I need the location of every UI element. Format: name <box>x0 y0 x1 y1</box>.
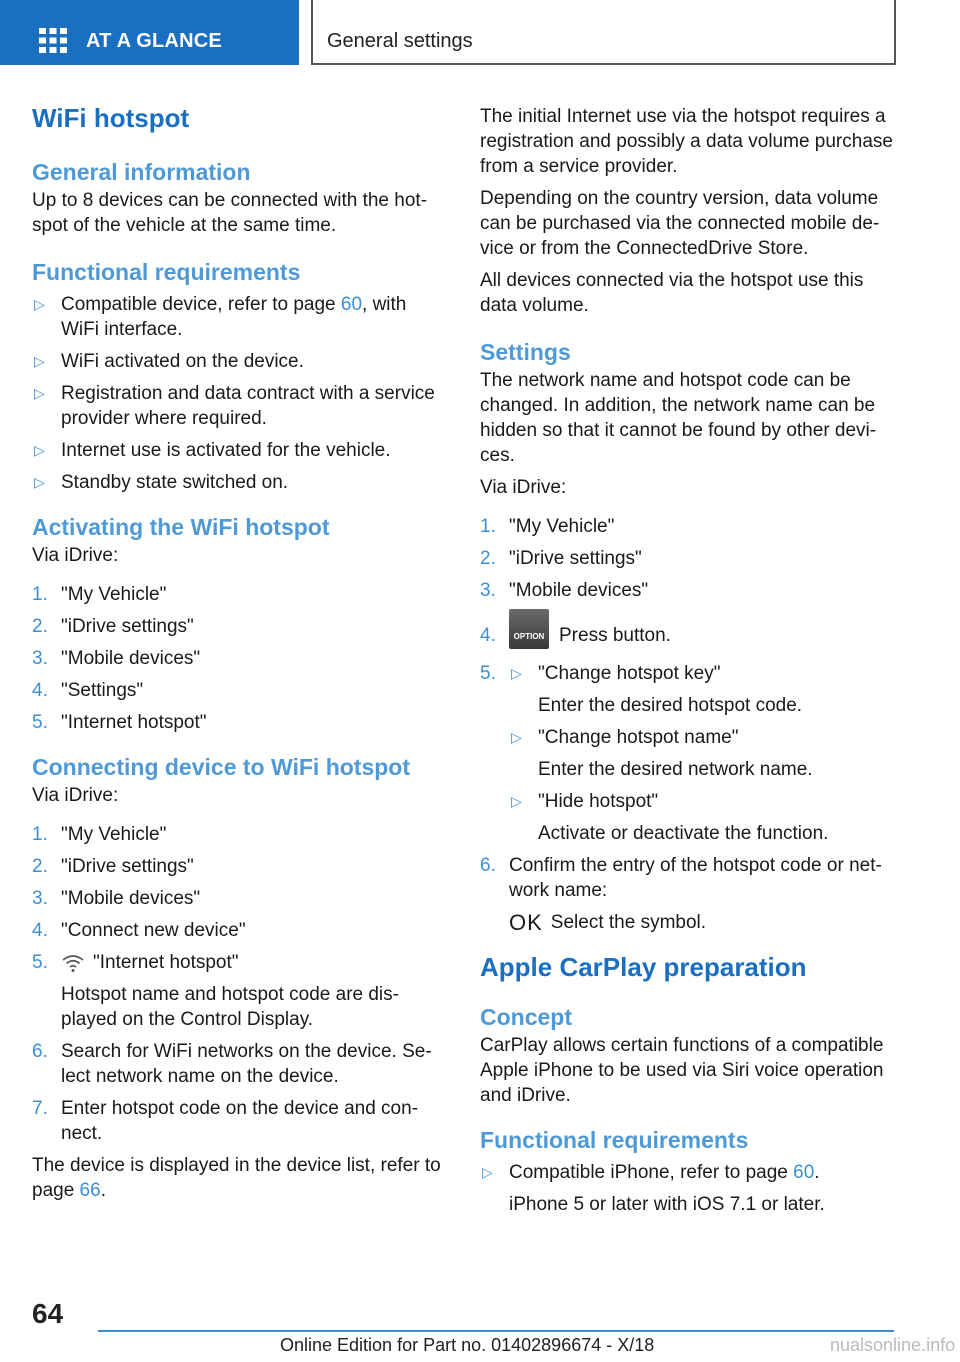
carplay-func-req-heading: Functional requirements <box>480 1127 749 1154</box>
settings-text: The network name and hotspot code can be changed. In addition, the network name can be hidden so that it cannot be found by other devices. <box>480 370 877 466</box>
list-item: 4. OPTION Press button. <box>480 623 900 649</box>
left-column <box>32 100 447 1210</box>
page-number: 64 <box>32 1298 64 1329</box>
list-item: 1. "My Vehicle" <box>32 824 167 845</box>
list-item: 2. "iDrive settings" <box>32 616 194 637</box>
list-item: ▷ Compatible iPhone, refer to page 60. iPhone 5 or later with iOS 7.1 or later. <box>482 1162 825 1216</box>
triangle-bullet-icon: ▷ <box>34 353 45 369</box>
triangle-bullet-icon: ▷ <box>34 296 45 312</box>
list-item: 4. "Connect new device" <box>32 920 246 941</box>
list-item: ▷ "Hide hotspot" Activate or deactivate the function. <box>511 791 829 844</box>
settings-heading: Settings <box>480 339 571 365</box>
list-item: ▷ Compatible device, refer to page 60, with WiFi interface. <box>34 294 407 340</box>
connecting-steps <box>32 822 447 1146</box>
list-item: 5. "Internet hotspot" Hotspot name and hotspot code are displayed on the Control Display. <box>32 952 399 1030</box>
activating-heading: Activating the WiFi hotspot <box>32 514 330 540</box>
footer-divider <box>98 1330 894 1332</box>
triangle-bullet-icon: ▷ <box>34 474 45 490</box>
section-label: AT A GLANCE <box>86 30 222 52</box>
page-link[interactable]: 60 <box>340 294 363 315</box>
page-link[interactable]: 66 <box>79 1180 101 1201</box>
func-req-heading: Functional requirements <box>32 259 301 285</box>
concept-text: CarPlay allows certain functions of a compatible Apple iPhone to be used via Siri voice operation and iDrive. <box>480 1035 884 1107</box>
wifi-hotspot-title: WiFi hotspot <box>32 103 190 133</box>
list-item: ▷ Registration and data contract with a service provider where required. <box>34 383 435 429</box>
right-column <box>480 104 900 1224</box>
settings-steps <box>480 514 900 935</box>
country-text: Depending on the country version, data volume can be purchased via the connected mobile device or from the ConnectedDrive Store. <box>480 188 880 259</box>
triangle-bullet-icon: ▷ <box>511 793 522 809</box>
list-item: ▷ Internet use is activated for the vehicle. <box>34 440 391 461</box>
list-item: 2. "iDrive settings" <box>480 548 642 569</box>
list-item: 4. "Settings" <box>32 680 144 701</box>
edition-text: Online Edition for Part no. 01402896674 - X/18 <box>280 1335 655 1355</box>
list-item: 2. "iDrive settings" <box>32 856 194 877</box>
general-info-text: Up to 8 devices can be connected with the hotspot of the vehicle at the same time. <box>32 190 428 236</box>
list-item: ▷ "Change hotspot name" Enter the desired network name. <box>511 727 813 780</box>
list-item: ▷ WiFi activated on the device. <box>34 351 304 372</box>
activating-via: Via iDrive: <box>32 545 119 566</box>
triangle-bullet-icon: ▷ <box>511 665 522 681</box>
list-item: 6. Search for WiFi networks on the device. Select network name on the device. <box>32 1041 432 1087</box>
ok-icon: OK <box>509 910 543 936</box>
connecting-heading: Connecting device to WiFi hotspot <box>32 754 411 780</box>
func-req-list <box>32 292 447 495</box>
list-item: 6. Confirm the entry of the hotspot code or network name: OK Select the symbol. <box>480 855 882 936</box>
list-item: ▷ "Change hotspot key" Enter the desired hotspot code. <box>511 663 803 716</box>
section-tab[interactable] <box>0 0 299 65</box>
wifi-icon <box>61 953 85 973</box>
list-item: 3. "Mobile devices" <box>32 888 201 909</box>
triangle-bullet-icon: ▷ <box>34 385 45 401</box>
page-title: General settings <box>327 30 473 52</box>
connecting-via: Via iDrive: <box>32 785 119 806</box>
triangle-bullet-icon: ▷ <box>511 729 522 745</box>
carplay-heading: Apple CarPlay preparation <box>480 952 807 983</box>
list-item: 3. "Mobile devices" <box>480 580 649 601</box>
page-header <box>311 0 896 65</box>
general-info-heading: General information <box>32 159 251 185</box>
list-item: 1. "My Vehicle" <box>480 516 615 537</box>
list-item: 7. Enter hotspot code on the device and connect. <box>32 1098 419 1144</box>
option-button-icon: OPTION <box>509 609 549 649</box>
list-item: 5. ▷ "Change hotspot key" Enter the desired hotspot code. ▷ "Change hotspot name" Enter the desired network name. ▷ "Hide hotspot" Activate or deactivate the function. <box>480 661 900 846</box>
step5-sublist <box>509 661 900 846</box>
all-devices-text: All devices connected via the hotspot use this data volume. <box>480 270 864 316</box>
page-link[interactable]: 60 <box>793 1162 815 1184</box>
carplay-func-req-list <box>480 1160 900 1217</box>
list-item: 5. "Internet hotspot" <box>32 712 207 733</box>
watermark-text: nualsonline.info <box>830 1335 956 1355</box>
list-item: 1. "My Vehicle" <box>32 584 167 605</box>
device-list-text: The device is displayed in the device list, refer to page 66. <box>32 1155 441 1201</box>
triangle-bullet-icon: ▷ <box>482 1164 493 1181</box>
grid-menu-icon <box>39 28 67 53</box>
activating-steps <box>32 582 447 735</box>
list-item: 3. "Mobile devices" <box>32 648 201 669</box>
list-item: ▷ Standby state switched on. <box>34 472 289 493</box>
settings-via: Via iDrive: <box>480 477 567 498</box>
triangle-bullet-icon: ▷ <box>34 442 45 458</box>
initial-use-text: The initial Internet use via the hotspot requires a registration and possibly a data volume purchase from a service provider. <box>480 106 893 177</box>
concept-heading: Concept <box>480 1004 572 1031</box>
